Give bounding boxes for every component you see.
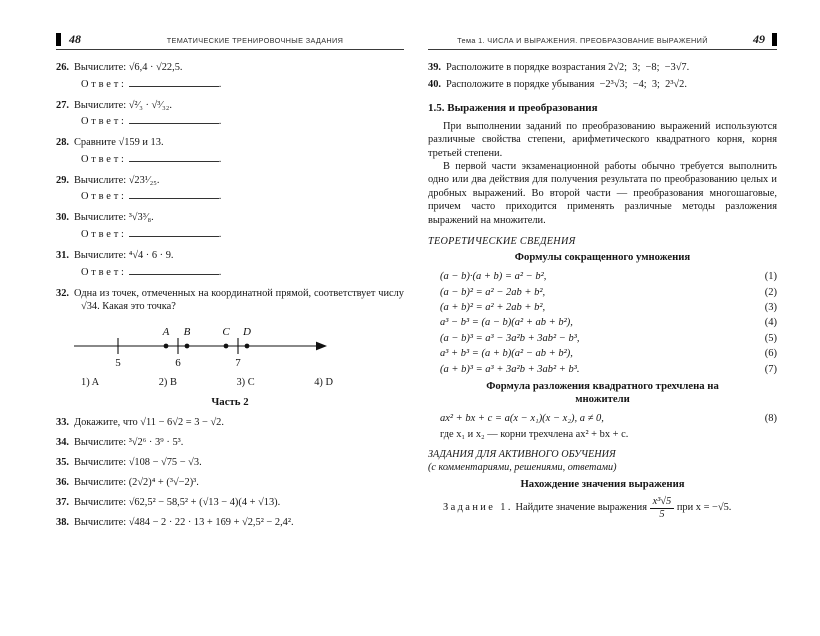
formula-equation: (a − b)³ = a³ − 3a²b + 3ab² − b³, bbox=[440, 332, 580, 344]
point-D bbox=[245, 343, 250, 348]
task-text-after: при x = −√5. bbox=[676, 502, 732, 514]
answer-label: Ответ: bbox=[81, 228, 127, 240]
page-right bbox=[428, 32, 777, 520]
page-header-left bbox=[56, 32, 404, 50]
section-heading: 1.5. Выражения и преобразования bbox=[428, 101, 598, 114]
exercise-number: 29. bbox=[56, 174, 69, 186]
exercise-36 bbox=[56, 476, 404, 490]
formula-row-7 bbox=[428, 362, 777, 377]
exercise-number: 28. bbox=[56, 137, 69, 149]
page-number-left: 48 bbox=[69, 32, 81, 46]
page-number-right: 49 bbox=[753, 32, 765, 46]
exercise-text: Вычислите: (2√2)⁴ + (³√−2)³. bbox=[74, 477, 199, 489]
answer-line bbox=[81, 264, 404, 279]
option-1: 1) A bbox=[81, 376, 100, 388]
formula-number: (7) bbox=[764, 363, 777, 375]
answer-blank bbox=[129, 113, 219, 124]
formula-row-3 bbox=[428, 300, 777, 315]
exercise-30 bbox=[56, 211, 404, 225]
exercise-number: 27. bbox=[56, 99, 69, 111]
fraction bbox=[650, 496, 675, 520]
answer-dot: . bbox=[218, 191, 222, 203]
exercise-text: Вычислите: ⁴√4 · 6 · 9. bbox=[74, 249, 174, 261]
formula-row-1 bbox=[428, 269, 777, 284]
exercise-number: 26. bbox=[56, 62, 69, 73]
part-2-heading: Часть 2 bbox=[211, 395, 249, 408]
exercise-35 bbox=[56, 456, 404, 470]
formula-row-2 bbox=[428, 285, 777, 300]
section-paragraph-2: В первой части экзаменационной работы обычно требуется выполнить одно или два действия для получения результата по преобразованию целых и дробных выражений. Во второй части — преобразования многошаговые, причем часто приходится применять различные методы разложения выражений на множители. bbox=[428, 160, 777, 226]
running-head-left: ТЕМАТИЧЕСКИЕ ТРЕНИРОВОЧНЫЕ ЗАДАНИЯ bbox=[166, 36, 344, 45]
exercise-number: 35. bbox=[56, 456, 69, 468]
active-learning-sublabel: (с комментариями, решениями, ответами) bbox=[428, 461, 617, 473]
tick-label-5: 5 bbox=[115, 356, 121, 369]
point-label-C: C bbox=[222, 325, 230, 338]
theory-label: ТЕОРЕТИЧЕСКИЕ СВЕДЕНИЯ bbox=[428, 235, 576, 247]
formula-equation: (a + b)² = a² + 2ab + b², bbox=[440, 301, 546, 313]
answer-label: Ответ: bbox=[81, 116, 127, 128]
point-B bbox=[185, 343, 190, 348]
exercise-number: 31. bbox=[56, 249, 69, 261]
exercise-text: Вычислите: √108 − √75 − √3. bbox=[74, 456, 202, 468]
answer-line bbox=[81, 226, 404, 241]
exercise-text: Вычислите: √6,4 · √22,5. bbox=[74, 62, 183, 73]
option-3: 3) C bbox=[236, 376, 255, 388]
exercise-38 bbox=[56, 516, 404, 530]
answer-options bbox=[81, 377, 333, 388]
formula-equation: (a + b)³ = a³ + 3a²b + 3ab² + b³. bbox=[440, 363, 580, 375]
formulas-heading: Формулы сокращенного умножения bbox=[514, 250, 691, 263]
answer-line bbox=[81, 151, 404, 166]
exercise-37 bbox=[56, 496, 404, 510]
trinomial-note: где x₁ и x₂ — корни трехчлена ax² + bx + c. bbox=[440, 428, 629, 440]
exercise-number: 33. bbox=[56, 416, 69, 428]
formula-number: (6) bbox=[764, 348, 777, 360]
answer-blank bbox=[129, 76, 219, 87]
answer-label: Ответ: bbox=[81, 191, 127, 203]
fraction-denominator: 5 bbox=[659, 509, 665, 521]
formula-number: (5) bbox=[764, 332, 777, 344]
exercise-29 bbox=[56, 174, 404, 188]
exercise-number: 32. bbox=[56, 287, 69, 299]
exercise-text: Вычислите: ³√2⁶ · 3⁹ · 5³. bbox=[74, 436, 184, 448]
formula-number: (1) bbox=[764, 271, 777, 283]
answer-blank bbox=[129, 264, 219, 275]
exercise-number: 38. bbox=[56, 517, 69, 529]
answer-dot: . bbox=[218, 153, 222, 165]
answer-dot: . bbox=[218, 266, 222, 278]
tick-label-7: 7 bbox=[235, 356, 241, 369]
formula-equation: ax² + bx + c = a(x − x₁)(x − x₂), a ≠ 0, bbox=[440, 413, 604, 425]
trinomial-heading: Формула разложения квадратного трехчлена на множители bbox=[486, 379, 719, 406]
formula-equation: (a − b)·(a + b) = a² − b², bbox=[440, 271, 547, 283]
formula-number: (3) bbox=[764, 301, 777, 313]
point-label-A: A bbox=[162, 325, 170, 338]
exercise-39 bbox=[428, 61, 777, 75]
exercise-number: 40. bbox=[428, 79, 441, 91]
formula-number: (8) bbox=[764, 413, 777, 425]
section-paragraph-1: При выполнении заданий по преобразованию выражений используются различные свойства степени, арифметического квадратного корня, корня третьей степени. bbox=[428, 120, 777, 159]
tick-label-6: 6 bbox=[175, 356, 181, 369]
exercise-text: Вычислите: ³√3³⁄₈. bbox=[74, 212, 154, 224]
task-1 bbox=[428, 496, 777, 520]
exercise-text: Одна из точек, отмеченных на координатной прямой, соответствует числу √34. Какая это точка? bbox=[74, 287, 404, 313]
exercise-text: Расположите в порядке убывания −2³√3; −4; 3; 2³√2. bbox=[446, 79, 687, 91]
number-line bbox=[70, 320, 332, 370]
exercise-text: Вычислите: √484 − 2 · 22 · 13 + 169 + √2,5² − 2,4². bbox=[74, 517, 294, 529]
axis-arrow bbox=[316, 341, 327, 350]
formula-equation: a³ + b³ = (a + b)(a² − ab + b²), bbox=[440, 348, 573, 360]
point-A bbox=[164, 343, 169, 348]
exercise-31 bbox=[56, 249, 404, 263]
exercise-number: 30. bbox=[56, 212, 69, 224]
point-label-D: D bbox=[243, 325, 251, 338]
exercise-text: Докажите, что √11 − 6√2 = 3 − √2. bbox=[74, 416, 224, 428]
point-C bbox=[224, 343, 229, 348]
active-learning-label: ЗАДАНИЯ ДЛЯ АКТИВНОГО ОБУЧЕНИЯ bbox=[428, 448, 616, 460]
formula-number: (2) bbox=[764, 286, 777, 298]
edge-bar-left bbox=[56, 33, 61, 46]
edge-bar-right bbox=[772, 33, 777, 46]
formula-equation: (a − b)² = a² − 2ab + b², bbox=[440, 286, 546, 298]
exercise-number: 37. bbox=[56, 497, 69, 509]
exercise-text: Вычислите: √62,5² − 58,5² + (√13 − 4)(4 + √13). bbox=[74, 497, 281, 509]
answer-line bbox=[81, 188, 404, 203]
exercise-number: 36. bbox=[56, 477, 69, 489]
formula-row-5 bbox=[428, 331, 777, 346]
formula-number: (4) bbox=[764, 317, 777, 329]
exercise-text: Вычислите: √23¹⁄₂₅. bbox=[74, 174, 160, 186]
page-header-right bbox=[428, 32, 777, 50]
answer-blank bbox=[129, 226, 219, 237]
answer-dot: . bbox=[218, 78, 222, 90]
point-label-B: B bbox=[183, 325, 191, 338]
exercise-text: Сравните √159 и 13. bbox=[74, 137, 164, 149]
exercise-number: 34. bbox=[56, 436, 69, 448]
answer-blank bbox=[129, 188, 219, 199]
task-text-before: Найдите значение выражения bbox=[515, 502, 648, 514]
answer-blank bbox=[129, 151, 219, 162]
exercise-26 bbox=[56, 61, 404, 75]
answer-label: Ответ: bbox=[81, 78, 127, 90]
answer-line bbox=[81, 113, 404, 128]
exercise-text: Вычислите: √²⁄₃ · √³⁄₃₂. bbox=[74, 99, 172, 111]
exercise-32 bbox=[56, 287, 404, 314]
answer-label: Ответ: bbox=[81, 266, 127, 278]
formula-row-4 bbox=[428, 315, 777, 330]
exercise-33 bbox=[56, 416, 404, 430]
formula-row-8 bbox=[428, 411, 777, 426]
task-label: Задание 1. bbox=[443, 502, 513, 514]
running-head-right: Тема 1. ЧИСЛА И ВЫРАЖЕНИЯ. ПРЕОБРАЗОВАНИЕ ВЫРАЖЕНИЙ bbox=[457, 36, 708, 45]
option-4: 4) D bbox=[314, 376, 333, 388]
exercise-27 bbox=[56, 99, 404, 113]
exercise-34 bbox=[56, 436, 404, 450]
exercise-40 bbox=[428, 78, 777, 92]
finding-value-heading: Нахождение значения выражения bbox=[520, 477, 685, 490]
answer-dot: . bbox=[218, 116, 222, 128]
page-left bbox=[56, 32, 404, 536]
answer-line bbox=[81, 76, 404, 91]
formula-equation: a³ − b³ = (a − b)(a² + ab + b²), bbox=[440, 317, 573, 329]
option-2: 2) B bbox=[158, 376, 177, 388]
exercise-text: Расположите в порядке возрастания 2√2; 3; −8; −3√7. bbox=[446, 62, 690, 73]
formula-row-6 bbox=[428, 346, 777, 361]
fraction-numerator: x³√5 bbox=[650, 496, 675, 509]
answer-dot: . bbox=[218, 228, 222, 240]
exercise-number: 39. bbox=[428, 62, 441, 73]
answer-label: Ответ: bbox=[81, 153, 127, 165]
number-line-figure bbox=[70, 320, 404, 375]
exercise-28 bbox=[56, 136, 404, 150]
